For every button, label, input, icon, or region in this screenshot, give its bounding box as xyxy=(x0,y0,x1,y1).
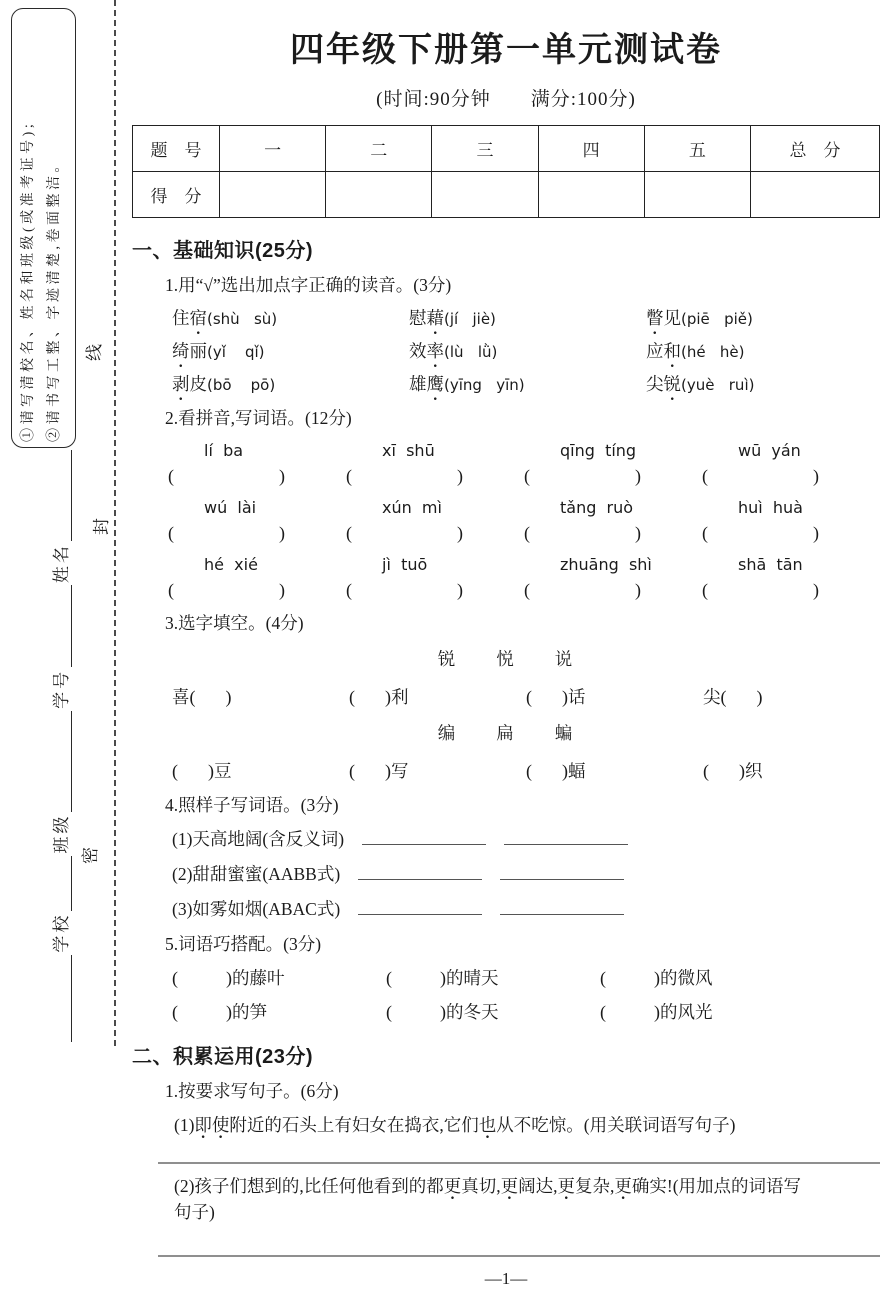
score-blank-cell xyxy=(538,172,644,218)
score-blank-cell xyxy=(644,172,750,218)
pinyin-row xyxy=(168,441,880,461)
pinyin-options: (jí jiè) xyxy=(444,310,496,328)
field-blank xyxy=(56,450,72,541)
char: 皮 xyxy=(189,374,207,394)
char-select-blank: ( ) xyxy=(526,761,568,781)
dotted-char: 率 xyxy=(426,341,444,361)
blank-row xyxy=(168,580,880,601)
blank-cell xyxy=(168,523,346,544)
pinyin-options: (bō pō) xyxy=(207,376,276,394)
word-blank: ( ) xyxy=(386,1002,446,1022)
word-item xyxy=(172,371,409,396)
pinyin-text: shā tān xyxy=(738,555,803,574)
answer-blank: ( ) xyxy=(168,580,285,600)
field-label: 学号 xyxy=(52,668,71,709)
blank-cell xyxy=(524,523,702,544)
score-table-header-label: 题 号 xyxy=(133,126,220,172)
char-select-blank: ( ) xyxy=(526,687,568,707)
seal-char: 密 xyxy=(81,847,100,864)
pinyin-options: (shù sù) xyxy=(207,310,278,328)
match-item xyxy=(172,965,386,990)
fill-blank-item: ( )织 xyxy=(703,761,763,781)
match-suffix: 的藤叶 xyxy=(232,968,285,988)
q1-grid xyxy=(132,305,880,396)
word-blank: ( ) xyxy=(172,968,232,988)
exam-meta: (时间:90分钟 满分:100分) xyxy=(376,89,636,110)
write-blank xyxy=(504,827,628,846)
pinyin-text: jì tuō xyxy=(382,555,428,574)
pinyin-row xyxy=(168,555,880,575)
fill-blank-item: ( )蝠 xyxy=(526,761,586,781)
dotted-char: 宿 xyxy=(189,308,207,328)
s2q1-stem: 1.按要求写句子。(6分) xyxy=(165,1081,339,1101)
q3-row xyxy=(172,684,880,709)
word-item xyxy=(646,338,744,363)
dotted-char: 更 xyxy=(500,1176,519,1196)
dotted-char: 更 xyxy=(614,1176,632,1196)
answer-blank: ( ) xyxy=(702,523,819,543)
blank-cell xyxy=(702,466,880,487)
q2-block xyxy=(132,441,880,601)
pinyin-row xyxy=(168,498,880,518)
pinyin-options: (piē piě) xyxy=(681,310,753,328)
pattern-word-line xyxy=(172,896,880,922)
option-chars: 编 扁 蝙 xyxy=(437,723,575,743)
pattern-label: (1)天高地阔(含反义词) xyxy=(172,829,345,849)
pinyin-options: (yǐ qǐ) xyxy=(207,343,265,361)
blank-cell xyxy=(168,580,346,601)
field-label: 学校 xyxy=(52,912,71,953)
word xyxy=(646,308,681,328)
notice-line-1: ①请写清校名、姓名和班级(或准考证号); xyxy=(21,120,36,442)
field-blank xyxy=(56,711,72,812)
word-item xyxy=(409,338,646,363)
char-select-blank: ( ) xyxy=(720,687,763,707)
pattern-label: (3)如雾如烟(ABAC式) xyxy=(172,899,341,919)
sentence-1-text: (1)即使附近的石头上有妇女在捣衣,它们也从不吃惊。(用关联词语写句子) xyxy=(174,1112,880,1138)
page-title: 四年级下册第一单元测试卷 xyxy=(290,31,722,69)
fill-blank-item: ( )写 xyxy=(349,761,409,781)
score-col-header: 四 xyxy=(538,126,644,172)
match-item xyxy=(386,965,600,990)
pinyin-text: tǎng ruò xyxy=(560,498,634,517)
field-label: 姓名 xyxy=(52,543,71,584)
pinyin-options: (lù lǜ) xyxy=(444,343,498,361)
pinyin-word xyxy=(702,498,880,518)
write-blank xyxy=(358,862,482,881)
dotted-char: 也 xyxy=(478,1115,497,1135)
blank-cell xyxy=(168,466,346,487)
q5-row xyxy=(172,965,880,990)
answer-blank: ( ) xyxy=(702,580,819,600)
write-blank xyxy=(358,897,482,916)
char: 丽 xyxy=(189,341,207,361)
q1-row xyxy=(172,371,880,396)
char: 尖 xyxy=(646,374,664,394)
q1-row xyxy=(172,338,880,363)
pinyin-word xyxy=(524,441,702,461)
word xyxy=(172,374,207,394)
q1-stem: 1.用“√”选出加点字正确的读音。(3分) xyxy=(165,275,452,295)
notice-text xyxy=(15,16,69,442)
answer-line-2 xyxy=(158,1255,880,1257)
pinyin-word xyxy=(168,498,346,518)
word xyxy=(409,374,444,394)
main-content xyxy=(132,0,880,1289)
pinyin-text: xī shū xyxy=(382,441,435,460)
char-select-blank: ( ) xyxy=(703,761,745,781)
field-blank xyxy=(56,856,72,911)
blank-cell xyxy=(346,523,524,544)
q4-items xyxy=(132,826,880,922)
pinyin-text: wū yán xyxy=(738,441,801,460)
pattern-word-line xyxy=(172,826,880,852)
char: 慰 xyxy=(409,308,427,328)
char: 雄 xyxy=(409,374,427,394)
dotted-char: 绮 xyxy=(172,341,190,361)
dotted-char: 锐 xyxy=(663,374,681,394)
answer-blank: ( ) xyxy=(524,580,641,600)
dotted-char: 瞥 xyxy=(646,308,664,328)
q4-stem: 4.照样子写词语。(3分) xyxy=(165,795,339,815)
dotted-char: 藉 xyxy=(426,308,444,328)
q2-stem: 2.看拼音,写词语。(12分) xyxy=(165,408,352,428)
match-item xyxy=(600,999,814,1024)
score-table-score-row xyxy=(133,172,880,218)
answer-blank: ( ) xyxy=(702,466,819,486)
word-item xyxy=(646,371,754,396)
pinyin-options: (yuè ruì) xyxy=(681,376,755,394)
q5-row xyxy=(172,999,880,1024)
fill-blank-item: 尖( ) xyxy=(703,687,763,707)
score-blank-cell xyxy=(220,172,326,218)
word-item xyxy=(646,305,753,330)
word-item xyxy=(172,338,409,363)
fill-blank-item: ( )利 xyxy=(349,687,409,707)
dotted-char: 即 xyxy=(194,1115,212,1135)
score-table-header-row xyxy=(133,126,880,172)
score-col-header: 一 xyxy=(220,126,326,172)
answer-blank: ( ) xyxy=(524,523,641,543)
section1-heading: 一、基础知识(25分) xyxy=(132,240,314,262)
char: 应 xyxy=(646,341,664,361)
answer-blank: ( ) xyxy=(168,523,285,543)
q1-row xyxy=(172,305,880,330)
fill-blank-item: ( )话 xyxy=(526,687,586,707)
seal-sidebar xyxy=(0,0,130,1122)
dotted-char: 鹰 xyxy=(426,374,444,394)
match-suffix: 的笋 xyxy=(232,1002,267,1022)
seal-dashed-line xyxy=(114,0,116,1046)
sentence-2-text: (2)孩子们想到的,比任何他看到的都更真切,更阔达,更复杂,更确实!(用加点的词语写 句子) xyxy=(174,1173,880,1225)
answer-blank: ( ) xyxy=(168,466,285,486)
match-suffix: 的微风 xyxy=(660,968,713,988)
notice-line-2: ②请书写工整、字迹清楚,卷面整洁。 xyxy=(47,155,62,442)
pinyin-text: lí ba xyxy=(204,441,244,460)
char: 住 xyxy=(172,308,190,328)
field-blank xyxy=(56,585,72,667)
word-item xyxy=(172,305,409,330)
match-item xyxy=(386,999,600,1024)
score-table xyxy=(132,125,880,218)
q3-stem: 3.选字填空。(4分) xyxy=(165,613,304,633)
option-chars: 锐 悦 说 xyxy=(437,649,575,669)
score-blank-cell xyxy=(432,172,538,218)
pinyin-word xyxy=(702,441,880,461)
match-suffix: 的晴天 xyxy=(446,968,499,988)
dotted-char: 使 xyxy=(211,1115,230,1135)
pinyin-word xyxy=(346,498,524,518)
pattern-label: (2)甜甜蜜蜜(AABB式) xyxy=(172,864,341,884)
fill-blank-item: 喜( ) xyxy=(172,687,232,707)
pinyin-text: huì huà xyxy=(738,498,803,517)
answer-blank: ( ) xyxy=(346,523,463,543)
char-select-blank: ( ) xyxy=(349,687,391,707)
write-blank xyxy=(362,827,486,846)
match-suffix: 的冬天 xyxy=(446,1002,499,1022)
answer-blank: ( ) xyxy=(524,466,641,486)
score-table-row-label: 得 分 xyxy=(133,172,220,218)
char-select-blank: ( ) xyxy=(172,761,214,781)
word-item xyxy=(409,305,646,330)
blank-cell xyxy=(346,580,524,601)
blank-row xyxy=(168,466,880,487)
dotted-char: 更 xyxy=(443,1176,462,1196)
match-item xyxy=(600,965,814,990)
char: 见 xyxy=(663,308,681,328)
word xyxy=(172,341,207,361)
word xyxy=(172,308,207,328)
write-blank xyxy=(500,897,624,916)
pinyin-word xyxy=(168,441,346,461)
word-blank: ( ) xyxy=(172,1002,232,1022)
char: 效 xyxy=(409,341,427,361)
word xyxy=(646,374,681,394)
word-blank: ( ) xyxy=(600,1002,660,1022)
pinyin-text: hé xié xyxy=(204,555,258,574)
score-col-header: 五 xyxy=(644,126,750,172)
word-blank: ( ) xyxy=(386,968,446,988)
pinyin-text: xún mì xyxy=(382,498,442,517)
q5-stem: 5.词语巧搭配。(3分) xyxy=(165,934,322,954)
pinyin-text: zhuāng shì xyxy=(560,555,652,574)
char-select-blank: ( ) xyxy=(189,687,232,707)
dotted-char: 剥 xyxy=(172,374,190,394)
blank-row xyxy=(168,523,880,544)
field-blank xyxy=(56,955,72,1042)
pattern-word-line xyxy=(172,861,880,887)
score-col-header: 二 xyxy=(326,126,432,172)
blank-cell xyxy=(346,466,524,487)
seal-char: 封 xyxy=(92,518,111,535)
word-item xyxy=(409,371,646,396)
pinyin-word xyxy=(702,555,880,575)
blank-cell xyxy=(702,580,880,601)
answer-line-1 xyxy=(158,1162,880,1164)
pinyin-text: qīng tíng xyxy=(560,441,637,460)
write-blank xyxy=(500,862,624,881)
blank-cell xyxy=(702,523,880,544)
pinyin-options: (yīng yīn) xyxy=(444,376,525,394)
pinyin-word xyxy=(524,555,702,575)
score-blank-cell xyxy=(326,172,432,218)
blank-cell xyxy=(524,580,702,601)
match-item xyxy=(172,999,386,1024)
score-blank-cell xyxy=(751,172,880,218)
pinyin-word xyxy=(346,441,524,461)
seal-char: 线 xyxy=(85,344,104,361)
match-suffix: 的风光 xyxy=(660,1002,713,1022)
pinyin-word xyxy=(524,498,702,518)
page-number: —1— xyxy=(484,1269,528,1288)
dotted-char: 和 xyxy=(663,341,681,361)
pinyin-text: wú lài xyxy=(204,498,257,517)
fill-blank-item: ( )豆 xyxy=(172,761,232,781)
word xyxy=(646,341,681,361)
pinyin-word xyxy=(168,555,346,575)
field-label: 班级 xyxy=(52,813,71,854)
score-col-header: 总 分 xyxy=(751,126,880,172)
section2-heading: 二、积累运用(23分) xyxy=(132,1046,314,1068)
score-col-header: 三 xyxy=(432,126,538,172)
dotted-char: 更 xyxy=(557,1176,576,1196)
q3-block xyxy=(132,646,880,783)
answer-blank: ( ) xyxy=(346,580,463,600)
sidebar-fields-strip xyxy=(46,450,72,1042)
word-blank: ( ) xyxy=(600,968,660,988)
char-select-blank: ( ) xyxy=(349,761,391,781)
word xyxy=(409,341,444,361)
q3-row xyxy=(172,758,880,783)
word xyxy=(409,308,444,328)
blank-cell xyxy=(524,466,702,487)
pinyin-word xyxy=(346,555,524,575)
answer-blank: ( ) xyxy=(346,466,463,486)
q5-block xyxy=(132,965,880,1024)
pinyin-options: (hé hè) xyxy=(681,343,745,361)
